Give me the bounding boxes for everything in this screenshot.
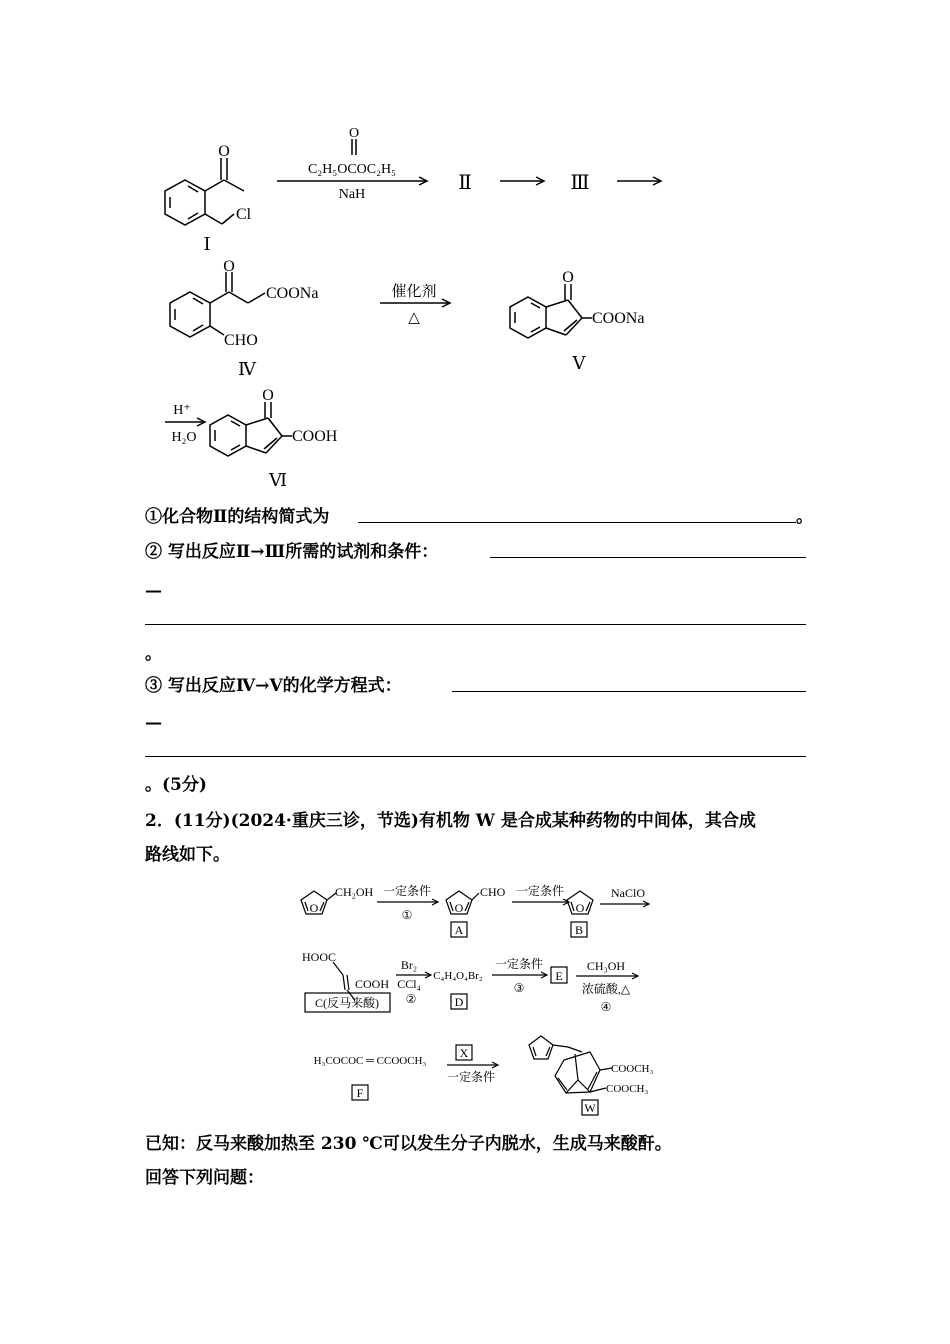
question-1-end: 。 (796, 507, 813, 527)
cho-label: CHO (480, 885, 506, 899)
question-2: ② 写出反应Ⅱ→Ⅲ所需的试剂和条件： (145, 542, 439, 562)
label-f: F (356, 1086, 364, 1100)
compound-IV-coona: COONa (266, 285, 319, 302)
step1-num: ① (401, 908, 413, 922)
compound-I-o: O (218, 143, 230, 160)
intermediate-II: Ⅱ (458, 172, 472, 194)
answer-blank-3b[interactable] (145, 756, 806, 757)
step5-bottom: 一定条件 (446, 1070, 496, 1084)
compound-VI-cooh: COOH (292, 428, 338, 445)
compound-V-coona: COONa (592, 310, 645, 327)
label-a: A (454, 923, 464, 937)
compound-V-o: O (562, 269, 574, 286)
reagent-top: C₂H₅OCOC₂H₅ (308, 162, 396, 177)
furan-a-o: O (454, 901, 464, 915)
question-3-dash: — (145, 713, 162, 733)
label-e: E (555, 969, 563, 983)
naclo-label: NaClO (611, 886, 645, 900)
reagent-bottom: NaH (338, 187, 366, 202)
catalyst-bottom: △ (408, 310, 420, 326)
cooch3-1: COOCH₃ (611, 1063, 654, 1075)
benzene-ring-IV (170, 292, 210, 337)
step2-num: ② (405, 992, 417, 1006)
compound-I-cl: Cl (236, 206, 252, 223)
question-1: ①化合物Ⅱ的结构简式为 (145, 507, 330, 527)
compound-I-label: Ⅰ (203, 234, 211, 254)
label-w: W (584, 1101, 596, 1115)
label-d: D (454, 995, 464, 1009)
cooch3-2: COOCH₃ (606, 1083, 649, 1095)
question-3: ③ 写出反应Ⅳ→Ⅴ的化学方程式： (145, 676, 402, 696)
catalyst-top: 催化剂 (391, 284, 437, 300)
answer-prompt: 回答下列问题： (145, 1168, 264, 1188)
label-x: X (459, 1046, 469, 1060)
compound-IV-cho: CHO (224, 332, 258, 349)
synthesis-scheme-1 (0, 0, 950, 500)
compound-IV-label: Ⅳ (238, 359, 256, 379)
acid-bottom: H₂O (171, 430, 197, 445)
ccl4-label: CCl₄ (397, 977, 421, 991)
question-2-end: 。 (145, 644, 162, 664)
intermediate-III: Ⅲ (570, 172, 590, 194)
step3-top: 一定条件 (494, 957, 544, 971)
formula-d: C₄H₄O₄Br₂ (433, 970, 483, 982)
reagent-o: O (348, 126, 360, 141)
label-c: C(反马来酸) (315, 996, 379, 1010)
question-2-dash: — (145, 581, 162, 601)
step3-num: ③ (513, 981, 525, 995)
step2-top: 一定条件 (515, 884, 565, 898)
compound-V-label: Ⅴ (572, 353, 586, 373)
ch2oh-label: CH₂OH (335, 885, 374, 899)
cooh-label: COOH (355, 977, 390, 991)
known-info: 已知：反马来酸加热至 230 ℃可以发生分子内脱水，生成马来酸酐。 (145, 1134, 672, 1154)
answer-blank-2a[interactable] (490, 557, 806, 558)
compound-VI-label: Ⅵ (268, 470, 288, 490)
acid-top: H⁺ (173, 403, 191, 418)
ch3oh-label: CH₃OH (586, 959, 626, 973)
answer-blank-3a[interactable] (452, 691, 806, 692)
hooc-label: HOOC (302, 950, 337, 964)
benzene-ring-I (165, 180, 205, 225)
furan-b-o: O (575, 901, 585, 915)
formula-f: H₃COCOC ═ CCOOCH₃ (313, 1055, 427, 1067)
step1-top: 一定条件 (382, 884, 432, 898)
answer-blank-1[interactable] (358, 522, 796, 523)
step4-num: ④ (600, 1000, 612, 1014)
compound-IV-o: O (223, 258, 235, 275)
compound-VI-o: O (262, 387, 274, 404)
question-3-end: 。(5分) (145, 775, 207, 795)
problem-2-line-2: 路线如下。 (145, 845, 230, 865)
answer-blank-2b[interactable] (145, 624, 806, 625)
acid-cond: 浓硫酸,△ (581, 982, 631, 996)
problem-2-line-1: 2．(11分)(2024·重庆三诊，节选)有机物 W 是合成某种药物的中间体，其合成 (145, 811, 756, 831)
label-b: B (574, 923, 584, 937)
synthesis-scheme-2 (0, 860, 950, 1130)
br2-label: Br₂ (400, 958, 418, 972)
furan-1-o: O (309, 901, 319, 915)
